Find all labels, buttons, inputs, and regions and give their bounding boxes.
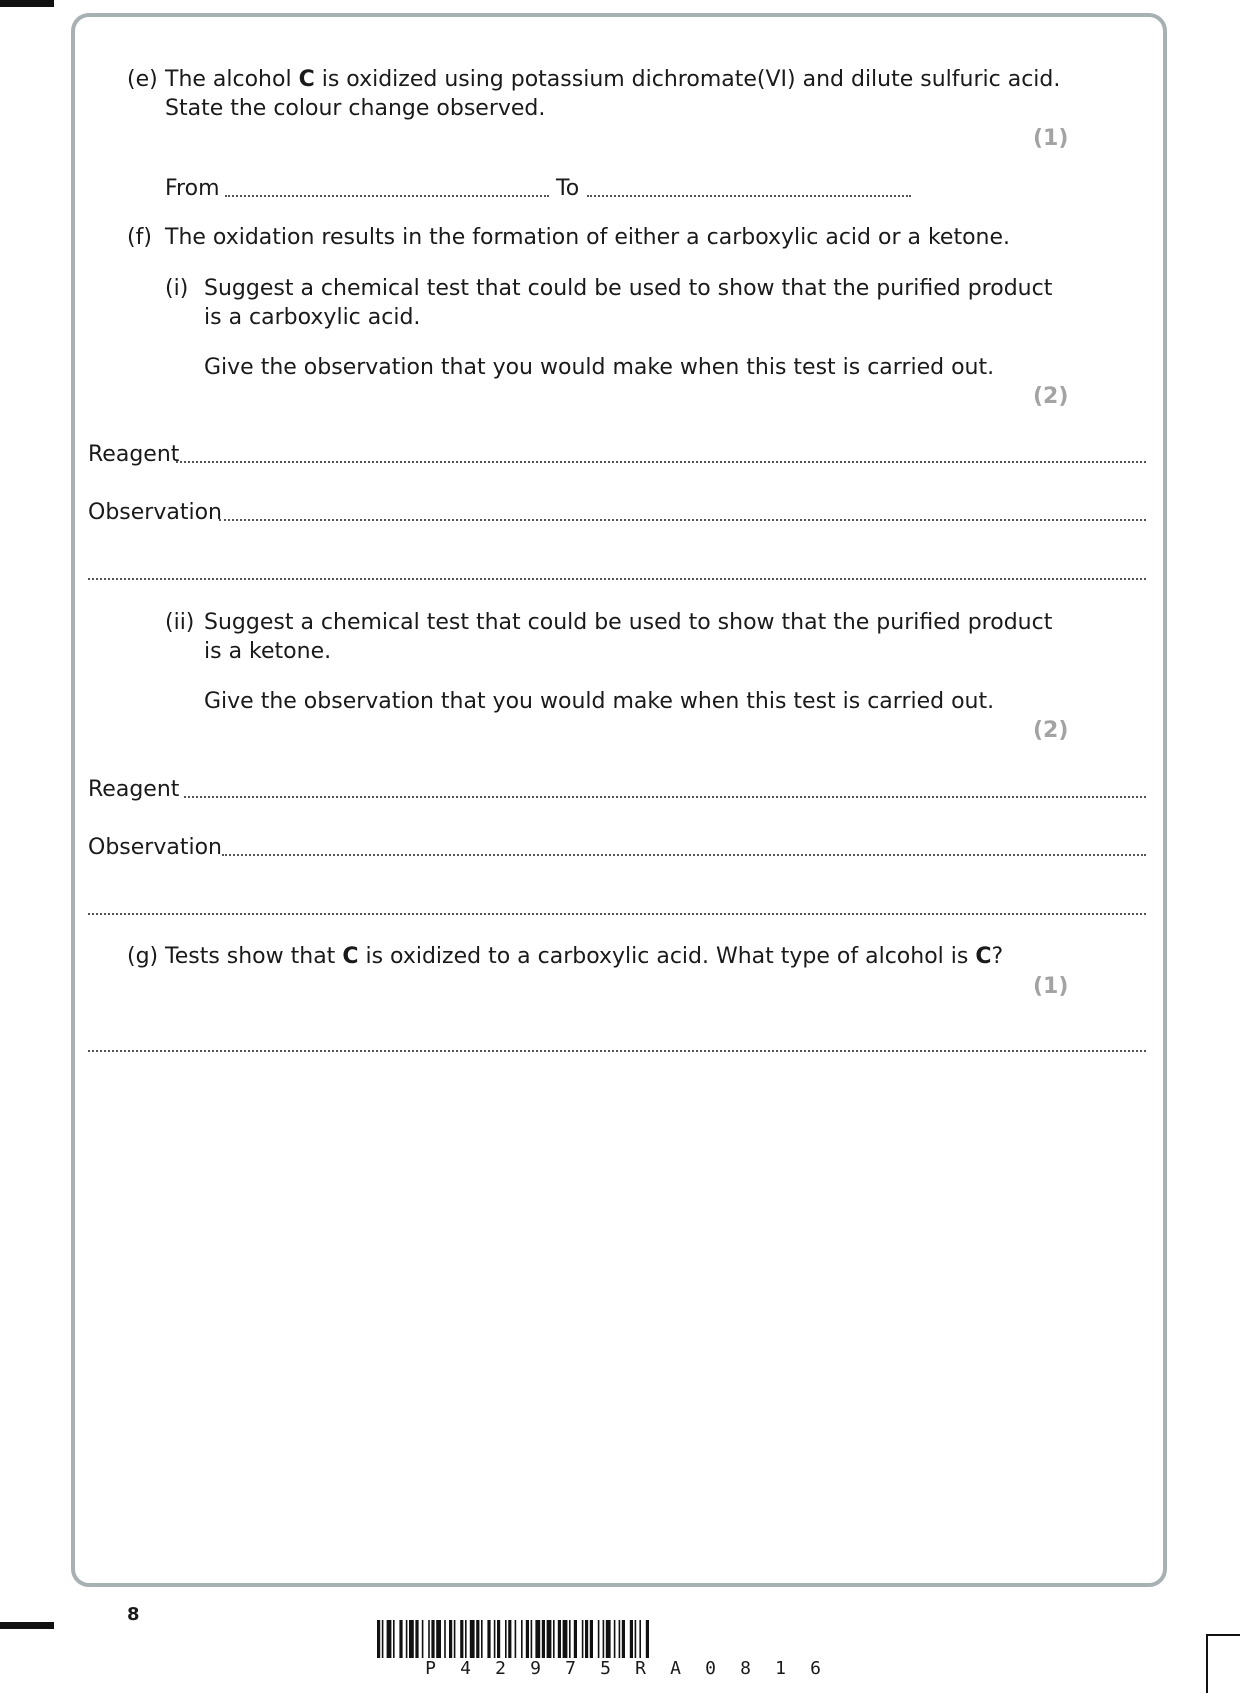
part-i-reagent-answer-line[interactable] — [176, 461, 1146, 463]
barcode-bar — [630, 1620, 633, 1658]
part-i-observation-answer-line[interactable] — [219, 519, 1146, 521]
question-g-answer-line[interactable] — [88, 1050, 1146, 1052]
barcode-text — [413, 1658, 833, 1679]
barcode-char: 8 — [740, 1658, 751, 1679]
question-e-label: (e) — [127, 67, 158, 92]
part-ii-observation-answer-line-2[interactable] — [88, 913, 1146, 915]
barcode-char: 6 — [810, 1658, 821, 1679]
part-i-line2: is a carboxylic acid. — [204, 305, 421, 330]
question-f-text: The oxidation results in the formation of either a carboxylic acid or a ketone. — [165, 225, 1011, 250]
barcode-bar — [436, 1620, 441, 1658]
barcode-bar — [547, 1620, 552, 1658]
barcode-bar — [494, 1620, 496, 1658]
from-label: From — [165, 176, 220, 201]
barcode-bar — [558, 1620, 561, 1658]
barcode-bar — [646, 1620, 649, 1658]
barcode-bar — [614, 1620, 616, 1658]
barcode-bar — [521, 1620, 523, 1658]
barcode-bar — [449, 1620, 452, 1658]
barcode-char: 7 — [565, 1658, 576, 1679]
barcode-bar — [465, 1620, 467, 1658]
barcode-bar — [444, 1620, 446, 1658]
barcode-char: A — [670, 1658, 681, 1679]
barcode-bar — [508, 1620, 511, 1658]
part-i-observation-answer-line-2[interactable] — [88, 578, 1146, 580]
barcode-char: P — [425, 1658, 436, 1679]
barcode-bar — [598, 1620, 600, 1658]
barcode-bar — [422, 1620, 424, 1658]
barcode-bar — [603, 1620, 605, 1658]
part-i-marks: (2) — [1033, 384, 1069, 409]
part-ii-line1: Suggest a chemical test that could be used to show that the purified product — [204, 610, 1053, 635]
question-e-line1: The alcohol C is oxidized using potassium dichromate(VI) and dilute sulfuric acid. — [165, 67, 1061, 92]
barcode-bar — [460, 1620, 463, 1658]
barcode-bar — [515, 1620, 517, 1658]
barcode-bar — [553, 1620, 555, 1658]
barcode-bar — [590, 1620, 593, 1658]
barcode-bar — [497, 1620, 500, 1658]
from-answer-line[interactable] — [225, 195, 549, 197]
barcode-bar — [470, 1620, 475, 1658]
barcode-char: R — [635, 1658, 646, 1679]
barcode-char: 9 — [530, 1658, 541, 1679]
corner-mark-bottom — [0, 1622, 54, 1629]
question-g-marks: (1) — [1033, 974, 1069, 999]
barcode-char: 5 — [600, 1658, 611, 1679]
barcode-bar — [382, 1620, 384, 1658]
question-g-label: (g) — [127, 944, 159, 969]
part-i-line3: Give the observation that you would make when this test is carried out. — [204, 355, 995, 380]
question-f-label: (f) — [127, 225, 152, 250]
barcode-bar — [574, 1620, 577, 1658]
barcode-bar — [415, 1620, 418, 1658]
to-label: To — [556, 176, 580, 201]
barcode-bar — [635, 1620, 637, 1658]
barcode-bar — [406, 1620, 408, 1658]
barcode-bar — [531, 1620, 533, 1658]
barcode-bar — [393, 1620, 395, 1658]
barcode-bar — [476, 1620, 479, 1658]
corner-mark-top — [0, 0, 54, 7]
part-i-reagent-label: Reagent — [88, 442, 180, 467]
page-number: 8 — [127, 1604, 140, 1625]
barcode-bar — [563, 1620, 568, 1658]
part-i-label: (i) — [165, 276, 189, 301]
part-ii-observation-answer-line[interactable] — [222, 854, 1146, 856]
part-ii-observation-label: Observation — [88, 835, 222, 860]
part-ii-reagent-label: Reagent — [88, 777, 180, 802]
part-ii-marks: (2) — [1033, 718, 1069, 743]
part-i-observation-label: Observation — [88, 500, 222, 525]
part-ii-reagent-answer-line[interactable] — [184, 796, 1146, 798]
barcode-bar — [582, 1620, 584, 1658]
corner-mark-right — [1206, 1634, 1240, 1693]
barcode-char: 4 — [460, 1658, 471, 1679]
part-i-line1: Suggest a chemical test that could be used to show that the purified product — [204, 276, 1053, 301]
barcode-char: 0 — [705, 1658, 716, 1679]
barcode-bar — [387, 1620, 392, 1658]
barcode-bar — [377, 1620, 380, 1658]
barcode-bar — [431, 1620, 434, 1658]
barcode-bar — [399, 1620, 402, 1658]
barcode-bar — [619, 1620, 621, 1658]
barcode-bar — [535, 1620, 540, 1658]
barcode-bar — [569, 1620, 571, 1658]
barcode-bar — [487, 1620, 490, 1658]
barcode-bar — [585, 1620, 588, 1658]
barcode-bar — [622, 1620, 625, 1658]
barcode-bar — [639, 1620, 641, 1658]
question-e-marks: (1) — [1033, 126, 1069, 151]
barcode-char: 2 — [495, 1658, 506, 1679]
barcode-bar — [526, 1620, 529, 1658]
part-ii-line2: is a ketone. — [204, 639, 332, 664]
barcode-bar — [481, 1620, 483, 1658]
barcode — [377, 1620, 861, 1658]
question-g-text: Tests show that C is oxidized to a carboxylic acid. What type of alcohol is C? — [165, 944, 1004, 969]
part-ii-line3: Give the observation that you would make when this test is carried out. — [204, 689, 995, 714]
barcode-bar — [409, 1620, 414, 1658]
barcode-bar — [454, 1620, 456, 1658]
question-e-line2: State the colour change observed. — [165, 96, 546, 121]
barcode-bar — [542, 1620, 545, 1658]
barcode-bar — [505, 1620, 507, 1658]
barcode-bar — [428, 1620, 430, 1658]
barcode-char: 1 — [775, 1658, 786, 1679]
part-ii-label: (ii) — [165, 610, 195, 635]
to-answer-line[interactable] — [587, 195, 911, 197]
barcode-bar — [606, 1620, 611, 1658]
